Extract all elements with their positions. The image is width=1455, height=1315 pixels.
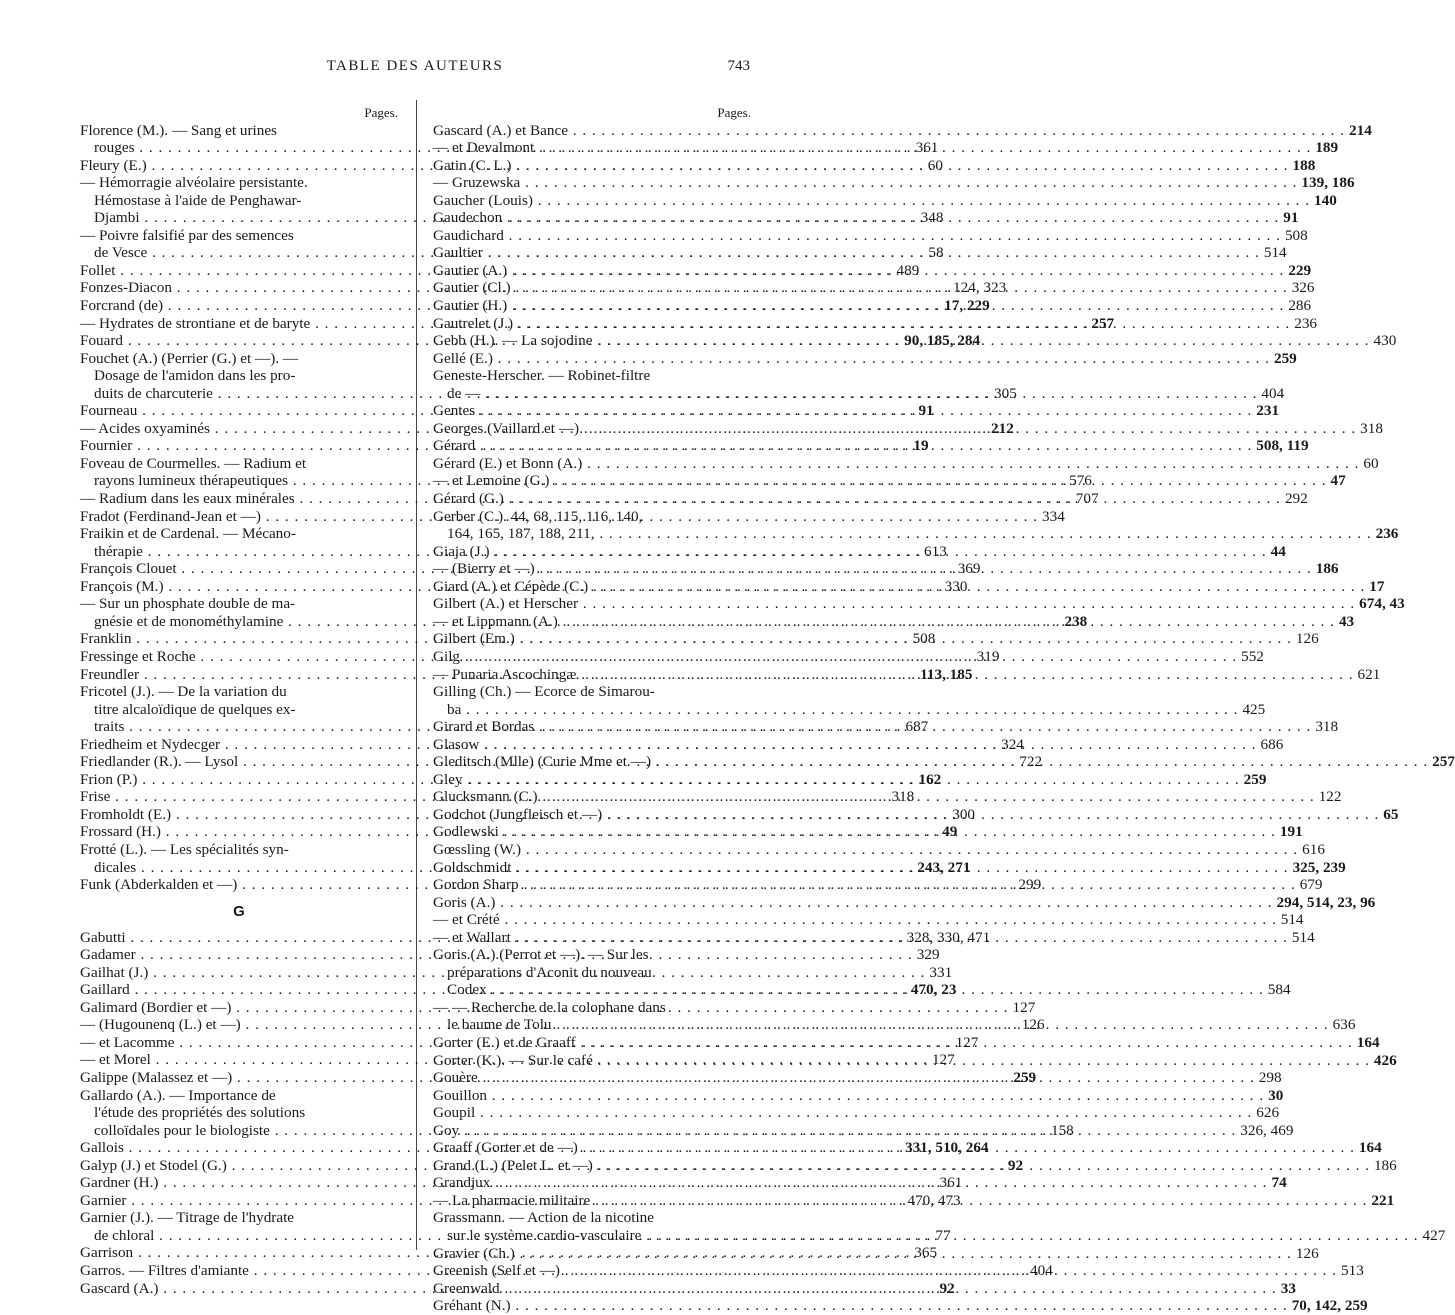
entry-pages: 292 (1284, 490, 1308, 508)
entry-pages: 231 (1256, 402, 1280, 420)
entry-text: duits de charcuterie . . . (94, 385, 990, 403)
entry-text: Friedlander (R.). — Lysol . . . (80, 753, 1015, 771)
entry-text: traits . . . (94, 718, 901, 736)
entry-text: Greenish (Self et —) . . . (433, 1262, 1337, 1280)
entry-text: Gallois . . . (80, 1139, 901, 1157)
entry-text: Fourneau . . . (80, 402, 914, 420)
entry-pages: 90, 185, 284 (904, 332, 981, 350)
entry-pages: 369 (957, 560, 981, 578)
entry-row (433, 191, 1337, 210)
index-entry (433, 683, 1266, 718)
entry-text-line: Dosage de l'amidon dans les pro- (94, 367, 296, 385)
entry-pages: 127 (931, 1051, 955, 1069)
entry-row (433, 700, 1266, 719)
entry-text: Gérard (E.) et Bonn (A.) . . . (433, 455, 1359, 473)
entry-text: Gouère . . . (433, 1069, 1255, 1087)
entry-text: Gaultier . . . (433, 244, 1260, 262)
entry-pages: 33 (1280, 1279, 1296, 1297)
entry-text: — et Lemoine (G.) . . . (433, 472, 1327, 490)
entry-text: Giaja (J.) . . . (433, 543, 1267, 561)
entry-text: Codex . . . (447, 981, 1264, 999)
entry-pages: 189 (1315, 139, 1339, 157)
entry-pages: 508 (912, 630, 936, 648)
entry-text: — (Bierry et —) . . . (433, 560, 1312, 578)
entry-text: Freundler . . . (80, 666, 916, 684)
entry-text-line: Fouchet (A.) (Perrier (G.) et —). — (80, 349, 299, 367)
entry-pages: 259 (1273, 349, 1297, 367)
entry-text: Gentes . . . (433, 402, 1252, 420)
entry-pages: 489 (896, 261, 920, 279)
entry-pages: 91 (1283, 209, 1299, 227)
entry-pages: 92 (1007, 1156, 1024, 1174)
entry-pages: 122 (1318, 788, 1342, 806)
entry-text: le baume de Tolu . . . (447, 1016, 1329, 1034)
entry-pages: 214 (1349, 121, 1372, 139)
entry-pages: 318 (891, 788, 915, 806)
entry-pages: 427 (1422, 1227, 1446, 1244)
entry-pages: 616 (1302, 840, 1325, 858)
entry-pages: 613 (924, 542, 947, 560)
section-letter: G (233, 902, 245, 920)
entry-pages: 326, 469 (1240, 1121, 1294, 1139)
index-entry (433, 1086, 1284, 1105)
entry-pages: 331, 510, 264 (904, 1139, 989, 1157)
entry-text: Galippe (Malassez et —) . . . (80, 1069, 1009, 1087)
entry-pages: 686 (1260, 735, 1284, 753)
entry-pages: 298 (1258, 1069, 1282, 1087)
entry-text: Greenwald . . . (433, 1280, 1277, 1298)
entry-text: Gérard (G.) . . . (433, 490, 1281, 508)
entry-text: Djambi . . . (94, 209, 917, 227)
entry-pages: 636 (1332, 1016, 1356, 1034)
entry-pages: 324 (1001, 735, 1024, 753)
entry-pages: 286 (1288, 297, 1312, 315)
entry-text-line: Geneste-Herscher. — Robinet-filtre (433, 367, 651, 385)
entry-text: François Clouet . . . (80, 560, 954, 578)
entry-pages: 44 (1270, 542, 1286, 560)
entry-text: Graaff (Gorter et de —) . . . (433, 1139, 1355, 1157)
entry-pages: 404 (1030, 1262, 1053, 1279)
index-entry (433, 1297, 1368, 1315)
entry-pages: 329 (916, 946, 940, 964)
entry-pages: 47 (1330, 472, 1346, 490)
pages-label: Pages. (364, 105, 398, 120)
entry-pages: 361 (915, 139, 939, 157)
entry-text: Gautier (H.) . . . (433, 297, 1284, 315)
entry-text: Galimard (Bordier et —) . . . (80, 999, 1009, 1017)
entry-text: colloïdales pour le biologiste . . . (94, 1122, 1047, 1140)
entry-row (80, 384, 1017, 403)
entry-text: Forcrand (de) . . . (80, 297, 940, 315)
entry-text: — La pharmacie militaire . . . (433, 1192, 1367, 1210)
entry-pages: 186 (1373, 1156, 1397, 1174)
entry-pages: 17 (1369, 577, 1385, 595)
entry-row (433, 893, 1376, 912)
entry-text: Funk (Abderkalden et —) . . . (80, 876, 1014, 894)
entry-row (433, 349, 1297, 368)
index-entry (433, 121, 1372, 140)
entry-pages: 92 (939, 1279, 955, 1297)
entry-pages: 127 (955, 1033, 979, 1051)
entry-text-line: — Poivre falsifié par des semences (80, 226, 294, 244)
entry-pages: 259 (1013, 1068, 1037, 1086)
entry-pages: 164 (1356, 1033, 1380, 1051)
entry-text: Fonzes-Diacon . . . (80, 279, 949, 297)
index-entry (433, 454, 1379, 473)
entry-row (433, 840, 1325, 859)
index-entry (433, 349, 1297, 368)
entry-pages: 426 (1373, 1051, 1397, 1069)
entry-text: ba . . . (447, 701, 1238, 719)
entry-text: — (Hugounenq (L.) et —) . . . (80, 1016, 1018, 1034)
index-entry (433, 595, 1405, 613)
entry-text: Franklin . . . (80, 630, 909, 648)
entry-row (433, 595, 1405, 613)
entry-text: Follet . . . (80, 262, 893, 280)
entry-text: — Radium dans les eaux minérales . . . (80, 490, 1072, 508)
entry-pages: 191 (1279, 823, 1303, 841)
entry-pages: 552 (1241, 647, 1264, 665)
entry-text: Gascard (A.) . . . (80, 1280, 936, 1298)
entry-text-line: Gilling (Ch.) — Ecorce de Simarou- (433, 683, 655, 701)
entry-pages: 687 (905, 718, 929, 736)
entry-text: Gaudechon . . . (433, 209, 1279, 227)
entry-text: Goupil . . . (433, 1104, 1252, 1122)
entry-text: dicales . . . (94, 859, 913, 877)
entry-text: Gaucher (Louis) . . . (433, 192, 1310, 210)
entry-text: Garnier . . . (80, 1192, 903, 1210)
entry-text: Gilbert (A.) et Herscher . . . (433, 595, 1355, 613)
entry-text: Gorter (K.). — Sur le café . . . (433, 1052, 1370, 1070)
entry-pages: 470, 473 (907, 1191, 961, 1209)
entry-pages: 91 (918, 402, 934, 420)
entry-text: Gilbert (Em.) . . . (433, 630, 1292, 648)
entry-text: — et Morel . . . (80, 1051, 928, 1069)
entry-text: Gaudichard . . . (433, 227, 1281, 245)
entry-pages: 70, 142, 259 (1291, 1297, 1368, 1315)
entry-pages: 19 (913, 437, 929, 455)
entry-pages: 513 (1341, 1262, 1364, 1280)
page-header (80, 58, 750, 80)
entry-pages: 243, 271 (917, 858, 971, 876)
index-entry (433, 437, 1309, 455)
entry-row (433, 226, 1308, 245)
entry-text: Gravier (Ch.) . . . (433, 1245, 1292, 1263)
entry-text: Gadamer . . . (80, 946, 913, 964)
entry-text: Fournier . . . (80, 437, 909, 455)
page-number: 743 (727, 58, 750, 74)
entry-text-line: préparations d'Aconit du nouveau (447, 963, 652, 981)
entry-text: Gellé (E.) . . . (433, 350, 1270, 368)
entry-text-line: — Hémorragie alvéolaire persistante. (80, 174, 308, 192)
entry-pages: 508, 119 (1256, 437, 1309, 455)
index-entry (433, 840, 1325, 859)
entry-text: Grandjux . . . (433, 1174, 1267, 1192)
entry-pages: 326 (1291, 279, 1315, 297)
entry-pages: 74 (1271, 1174, 1287, 1192)
entry-pages: 162 (918, 770, 942, 788)
entry-text: Galyp (J.) et Stodel (G.) . . . (80, 1157, 1004, 1175)
entry-text: Gautier (Cl.) . . . (433, 279, 1288, 297)
entry-pages: 238 (1064, 612, 1088, 630)
entry-row (433, 1104, 1280, 1122)
running-title: TABLE DES AUTEURS (326, 58, 504, 74)
entry-pages: 259 (1243, 770, 1267, 788)
entry-row (433, 174, 1355, 192)
entry-text: Goris (A.) . . . (433, 894, 1273, 912)
entry-pages: 43 (1338, 612, 1355, 630)
entry-text-line: Frotté (L.). — Les spécialités syn- (80, 840, 289, 858)
entry-text: Godchot (Jungfleisch et —) . . . (433, 806, 1379, 824)
entry-pages: 257 (1091, 314, 1115, 332)
entry-text: Gœssling (W.) . . . (433, 841, 1298, 859)
entry-pages: 348 (920, 209, 944, 227)
index-entry (433, 174, 1355, 192)
entry-pages: 236 (1294, 314, 1317, 332)
entry-pages: 328, 330, 471 (906, 928, 991, 946)
entry-row (433, 1297, 1368, 1315)
entry-text-line: Grassmann. — Action de la nicotine (433, 1209, 655, 1227)
entry-pages: 126 (1295, 630, 1319, 648)
entry-row (433, 525, 1399, 543)
entry-pages: 229 (1288, 261, 1312, 279)
entry-text: Fouard . . . (80, 332, 900, 350)
index-entry (433, 191, 1337, 210)
entry-text: Glucksmann (C.) . . . (433, 788, 1315, 806)
entry-text: Grand (L.) (Pelet L. et —) . . . (433, 1157, 1370, 1175)
entry-text: thérapie . . . (94, 543, 920, 561)
entry-pages: 140 (1314, 191, 1337, 209)
entry-row (433, 121, 1372, 140)
entry-text: — et Crété . . . (433, 911, 1277, 929)
index-entry (433, 911, 1304, 929)
entry-pages: 330 (944, 577, 968, 595)
entry-text: Glasow . . . (433, 736, 1257, 754)
entry-text: Goldschmidt . . . (433, 859, 1289, 877)
entry-pages: 508 (1284, 226, 1308, 244)
entry-text: Gaillard . . . (80, 981, 907, 999)
entry-pages: 707 (1075, 490, 1099, 508)
entry-pages: 361 (939, 1174, 963, 1192)
entry-pages: 186 (1315, 560, 1339, 578)
entry-pages: 334 (1042, 507, 1065, 525)
entry-pages: 514 (1263, 244, 1287, 262)
entry-text: de chloral . . . (94, 1227, 931, 1245)
entry-text: Gatin (C. L.) . . . (433, 157, 1289, 175)
entry-text: rayons lumineux thérapeutiques . . . (94, 472, 1065, 490)
entry-text: Frossard (H.) . . . (80, 823, 938, 841)
entry-text: — et Wallart . . . (433, 929, 1288, 947)
entry-pages: 325, 239 (1292, 858, 1346, 876)
index-entry (433, 1104, 1280, 1122)
entry-pages: 430 (1373, 332, 1397, 350)
entry-pages: 60 (1363, 454, 1379, 472)
entry-pages: 17, 229 (944, 297, 990, 315)
entry-pages: 404 (1261, 384, 1285, 402)
entry-pages: 674, 43 (1359, 595, 1405, 613)
entry-text: — et Lippmann (A.) . . . (433, 613, 1335, 631)
entry-pages: 221 (1371, 1191, 1395, 1209)
entry-pages: 331 (929, 963, 953, 981)
entry-row (433, 1086, 1284, 1105)
entry-pages: 188 (1292, 156, 1316, 174)
entry-text-line: titre alcaloïdique de quelques ex- (94, 700, 296, 718)
entry-pages: 77 (935, 1226, 951, 1244)
entry-pages: 164 (1358, 1139, 1382, 1157)
entry-text: Gérard . . . (433, 437, 1252, 455)
entry-pages: 425 (1242, 700, 1266, 718)
pages-label: Pages. (717, 105, 751, 120)
entry-pages: 365 (914, 1244, 938, 1262)
entry-text: Gebb (H.). — La sojodine . . . (433, 332, 1370, 350)
entry-pages: 626 (1256, 1104, 1280, 1122)
entry-text: Georges (Vaillard et —) . . . (433, 420, 1356, 438)
entry-text: Gréhant (N.) . . . (433, 1297, 1288, 1315)
entry-pages: 236 (1375, 525, 1399, 543)
entry-text: Gilg . . . (433, 648, 1237, 666)
entry-text: — et Devalmont . . . (433, 139, 1311, 157)
entry-text: Giard (A.) et Cépède (C.) . . . (433, 578, 1365, 596)
entry-text-line: Gerber (C.). 44, 68, 115, 116, 140, (433, 507, 643, 525)
entry-text: — Acides oxyaminés . . . (80, 420, 987, 438)
entry-text: Gorter (E.) et de Graaff . . . (433, 1034, 1353, 1052)
entry-text: rouges . . . (94, 139, 912, 157)
entry-text: Gleditsch (Mlle) (Curie Mme et —) . . . (433, 753, 1428, 771)
entry-text: 164, 165, 187, 188, 211, . . . (447, 525, 1372, 543)
entry-pages: 679 (1299, 876, 1323, 894)
entry-text-line: Garnier (J.). — Titrage de l'hydrate (80, 1209, 295, 1227)
entry-text: François (M.) . . . (80, 578, 941, 596)
entry-text: Frion (P.) . . . (80, 771, 914, 789)
entry-text: Goy . . . (433, 1122, 1236, 1140)
entry-text: Garros. — Filtres d'amiante . . . (80, 1262, 1026, 1280)
index-entry (433, 226, 1308, 245)
entry-pages: 126 (1021, 1016, 1045, 1034)
entry-text: Gascard (A.) et Bance . . . (433, 122, 1345, 140)
entry-pages: 299 (1018, 876, 1042, 894)
entry-text: Fromholdt (E.) . . . (80, 806, 948, 824)
entry-pages: 294, 514, 23, 96 (1276, 893, 1376, 911)
entry-pages: 212 (991, 419, 1014, 437)
entry-text: Frise . . . (80, 788, 887, 806)
entry-text-line: Gallardo (A.). — Importance de (80, 1086, 276, 1104)
entry-text: — et Lacomme . . . (80, 1034, 952, 1052)
entry-pages: 514 (1280, 911, 1304, 929)
entry-text: — Hydrates de strontiane et de baryte . . . (80, 315, 1087, 333)
entry-text: sur le système cardio-vasculaire . . . (447, 1227, 1419, 1245)
entry-text: — Punaria Ascochingæ . . . (433, 666, 1354, 684)
entry-pages: 318 (1315, 718, 1339, 736)
entry-text: Gordon Sharp . . . (433, 876, 1296, 894)
entry-pages: 514 (1291, 928, 1315, 946)
entry-text-line: Foveau de Courmelles. — Radium et (80, 454, 307, 472)
entry-text: Garrison . . . (80, 1244, 910, 1262)
entry-text: — Gruzewska . . . (433, 174, 1297, 192)
entry-text-line: Fraikin et de Cardenal. — Mécano- (80, 525, 296, 543)
entry-pages: 58 (928, 244, 944, 262)
entry-text: Fradot (Ferdinand-Jean et —) . . . (80, 508, 1038, 526)
entry-pages: 584 (1267, 981, 1291, 999)
index-entry (433, 893, 1376, 912)
entry-text: Fressinge et Roche . . . (80, 648, 973, 666)
entry-text-line: Goris (A.) (Perrot et —). — Sur les (433, 946, 649, 964)
entry-text: Friedheim et Nydecger . . . (80, 736, 997, 754)
entry-pages: 470, 23 (910, 981, 957, 999)
entry-pages: 126 (1295, 1244, 1319, 1262)
entry-text: de — . . . (447, 385, 1257, 403)
entry-pages: 300 (952, 805, 975, 823)
entry-row (433, 911, 1304, 929)
entry-pages: 319 (976, 647, 1000, 665)
entry-row (433, 454, 1379, 473)
entry-text-line: — Sur un phosphate double de ma- (80, 595, 296, 613)
entry-text: de Vesce . . . (94, 244, 924, 262)
entry-text-line: Florence (M.). — Sang et urines (80, 121, 277, 139)
entry-text-line: Fricotel (J.). — De la variation du (80, 683, 287, 701)
entry-pages: 113, 185 (920, 665, 973, 683)
entry-text: Gailhat (J.) . . . (80, 964, 925, 982)
entry-text: gnésie et de monométhylamine . . . (94, 613, 1060, 631)
entry-pages: 722 (1019, 753, 1043, 771)
entry-text: Gouillon . . . (433, 1087, 1264, 1105)
entry-pages: 65 (1383, 805, 1399, 823)
entry-text: Godlewski . . . (433, 823, 1276, 841)
entry-pages: 49 (942, 823, 958, 841)
entry-text: Fleury (E.) . . . (80, 157, 924, 175)
entry-pages: 318 (1360, 419, 1383, 437)
entry-text: Girard et Bordas . . . (433, 718, 1311, 736)
entry-pages: 127 (1012, 998, 1036, 1016)
entry-text: Gautrelet (J.) . . . (433, 315, 1290, 333)
entry-text: Gardner (H.) . . . (80, 1174, 936, 1192)
entry-pages: 305 (994, 384, 1017, 402)
entry-pages: 158 (1050, 1121, 1074, 1139)
entry-pages: 139, 186 (1301, 174, 1355, 192)
entry-text: Gautier (A.) . . . (433, 262, 1284, 280)
entry-pages: 30 (1268, 1086, 1284, 1104)
entry-text: Gabutti . . . (80, 929, 903, 947)
entry-text-line: l'étude des propriétés des solutions (94, 1104, 306, 1122)
entry-text: Gley . . . (433, 771, 1240, 789)
entry-pages: 257 (1432, 753, 1455, 771)
entry-pages: 576 (1069, 472, 1092, 490)
entry-row (433, 437, 1309, 455)
entry-pages: 621 (1357, 665, 1381, 683)
entry-pages: 124, 323 (953, 279, 1007, 297)
entry-pages: 60 (927, 156, 943, 174)
entry-text-line: — — Recherche de la colophane dans (433, 998, 666, 1016)
entry-text-line: Hémostase à l'aide de Penghawar- (94, 191, 302, 209)
